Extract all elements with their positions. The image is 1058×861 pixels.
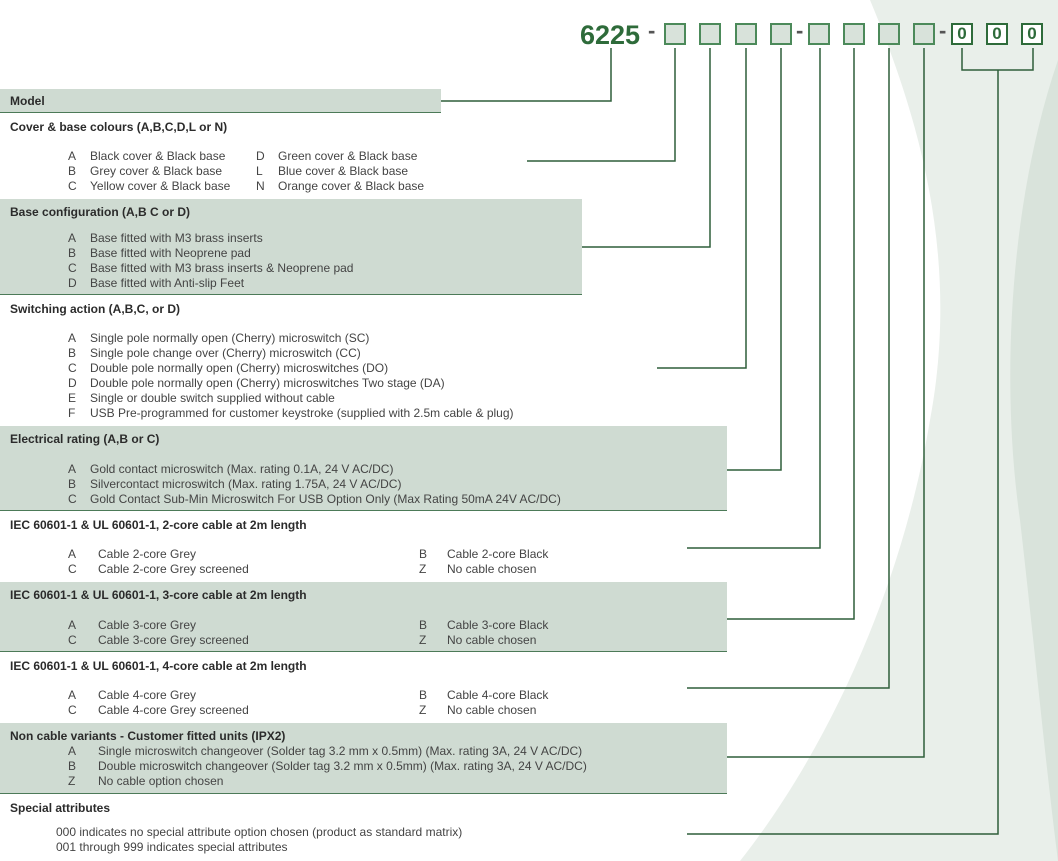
option-row: C Double pole normally open (Cherry) microswitches (DO) bbox=[68, 361, 389, 375]
section-electrical bbox=[0, 426, 727, 511]
option-row: C Cable 3-core Grey screened bbox=[68, 633, 249, 647]
section-model bbox=[0, 89, 441, 113]
option-row: D Green cover & Black base bbox=[256, 149, 418, 163]
option-row: E Single or double switch supplied without cable bbox=[68, 391, 335, 405]
section-title: Special attributes bbox=[10, 801, 111, 815]
option-row: A Base fitted with M3 brass inserts bbox=[68, 231, 263, 245]
section-cable2 bbox=[0, 512, 727, 581]
option-row: A Single microswitch changeover (Solder tag 3.2 mm x 0.5mm) (Max. rating 3A, 24 V AC/DC) bbox=[68, 744, 583, 758]
section-title: IEC 60601-1 & UL 60601-1, 3-core cable at 2m length bbox=[10, 588, 307, 602]
option-row: 001 through 999 indicates special attributes bbox=[56, 840, 288, 854]
option-row: B Cable 4-core Black bbox=[419, 688, 549, 702]
section-special bbox=[0, 795, 727, 861]
section-title: Switching action (A,B,C, or D) bbox=[10, 302, 180, 316]
section-noncable bbox=[0, 723, 727, 794]
code-box-cover bbox=[664, 23, 686, 45]
option-row: B Cable 3-core Black bbox=[419, 618, 549, 632]
code-box-base bbox=[699, 23, 721, 45]
option-row: L Blue cover & Black base bbox=[256, 164, 409, 178]
option-row: B Base fitted with Neoprene pad bbox=[68, 246, 251, 260]
section-title: Electrical rating (A,B or C) bbox=[10, 432, 160, 446]
code-box-cable3 bbox=[843, 23, 865, 45]
section-title: Base configuration (A,B C or D) bbox=[10, 205, 191, 219]
option-row: A Cable 2-core Grey bbox=[68, 547, 197, 561]
section-title: Non cable variants - Customer fitted units (IPX2) bbox=[10, 729, 286, 743]
code-box-switching bbox=[735, 23, 757, 45]
code-box-noncable bbox=[913, 23, 935, 45]
section-cover bbox=[0, 114, 582, 198]
code-box-cable4 bbox=[878, 23, 900, 45]
option-row: A Cable 3-core Grey bbox=[68, 618, 197, 632]
option-row: B Double microswitch changeover (Solder tag 3.2 mm x 0.5mm) (Max. rating 3A, 24 V AC/DC) bbox=[68, 759, 587, 773]
option-row: 000 indicates no special attribute option chosen (product as standard matrix) bbox=[56, 825, 463, 839]
option-row: F USB Pre-programmed for customer keystroke (supplied with 2.5m cable & plug) bbox=[68, 406, 514, 420]
option-row: B Single pole change over (Cherry) microswitch (CC) bbox=[68, 346, 361, 360]
code-box-special-1: 0 bbox=[951, 23, 973, 45]
code-box-special-3: 0 bbox=[1021, 23, 1043, 45]
option-row: Z No cable chosen bbox=[419, 633, 537, 647]
option-row: B Cable 2-core Black bbox=[419, 547, 549, 561]
option-row: Z No cable chosen bbox=[419, 703, 537, 717]
option-row: C Cable 2-core Grey screened bbox=[68, 562, 249, 576]
option-row: A Single pole normally open (Cherry) microswitch (SC) bbox=[68, 331, 370, 345]
option-row: A Gold contact microswitch (Max. rating 0.1A, 24 V AC/DC) bbox=[68, 462, 394, 476]
code-dash: - bbox=[648, 18, 656, 43]
section-cable3 bbox=[0, 582, 727, 652]
option-row: Z No cable option chosen bbox=[68, 774, 224, 788]
option-row: C Cable 4-core Grey screened bbox=[68, 703, 249, 717]
section-title: IEC 60601-1 & UL 60601-1, 2-core cable at 2m length bbox=[10, 518, 307, 532]
option-row: A Cable 4-core Grey bbox=[68, 688, 197, 702]
option-row: B Grey cover & Black base bbox=[68, 164, 223, 178]
option-row: C Base fitted with M3 brass inserts & Neoprene pad bbox=[68, 261, 354, 275]
code-dash: - bbox=[939, 18, 947, 43]
option-row: N Orange cover & Black base bbox=[256, 179, 425, 193]
option-row: Z No cable chosen bbox=[419, 562, 537, 576]
code-box-electrical bbox=[770, 23, 792, 45]
code-box-cable2 bbox=[808, 23, 830, 45]
section-title: Model bbox=[10, 94, 45, 108]
option-row: D Base fitted with Anti-slip Feet bbox=[68, 276, 245, 290]
section-switching bbox=[0, 296, 727, 425]
section-title: Cover & base colours (A,B,C,D,L or N) bbox=[10, 120, 228, 134]
option-row: C Yellow cover & Black base bbox=[68, 179, 231, 193]
code-dash: - bbox=[796, 18, 804, 43]
code-prefix: 6225 bbox=[580, 20, 641, 50]
code-box-special-2: 0 bbox=[986, 23, 1008, 45]
section-base bbox=[0, 199, 582, 295]
section-title: IEC 60601-1 & UL 60601-1, 4-core cable at 2m length bbox=[10, 659, 307, 673]
option-row: B Silvercontact microswitch (Max. rating 1.75A, 24 V AC/DC) bbox=[68, 477, 402, 491]
option-row: D Double pole normally open (Cherry) microswitches Two stage (DA) bbox=[68, 376, 445, 390]
option-row: A Black cover & Black base bbox=[68, 149, 226, 163]
option-row: C Gold Contact Sub-Min Microswitch For USB Option Only (Max Rating 50mA 24V AC/DC) bbox=[68, 492, 561, 506]
section-cable4 bbox=[0, 653, 727, 722]
